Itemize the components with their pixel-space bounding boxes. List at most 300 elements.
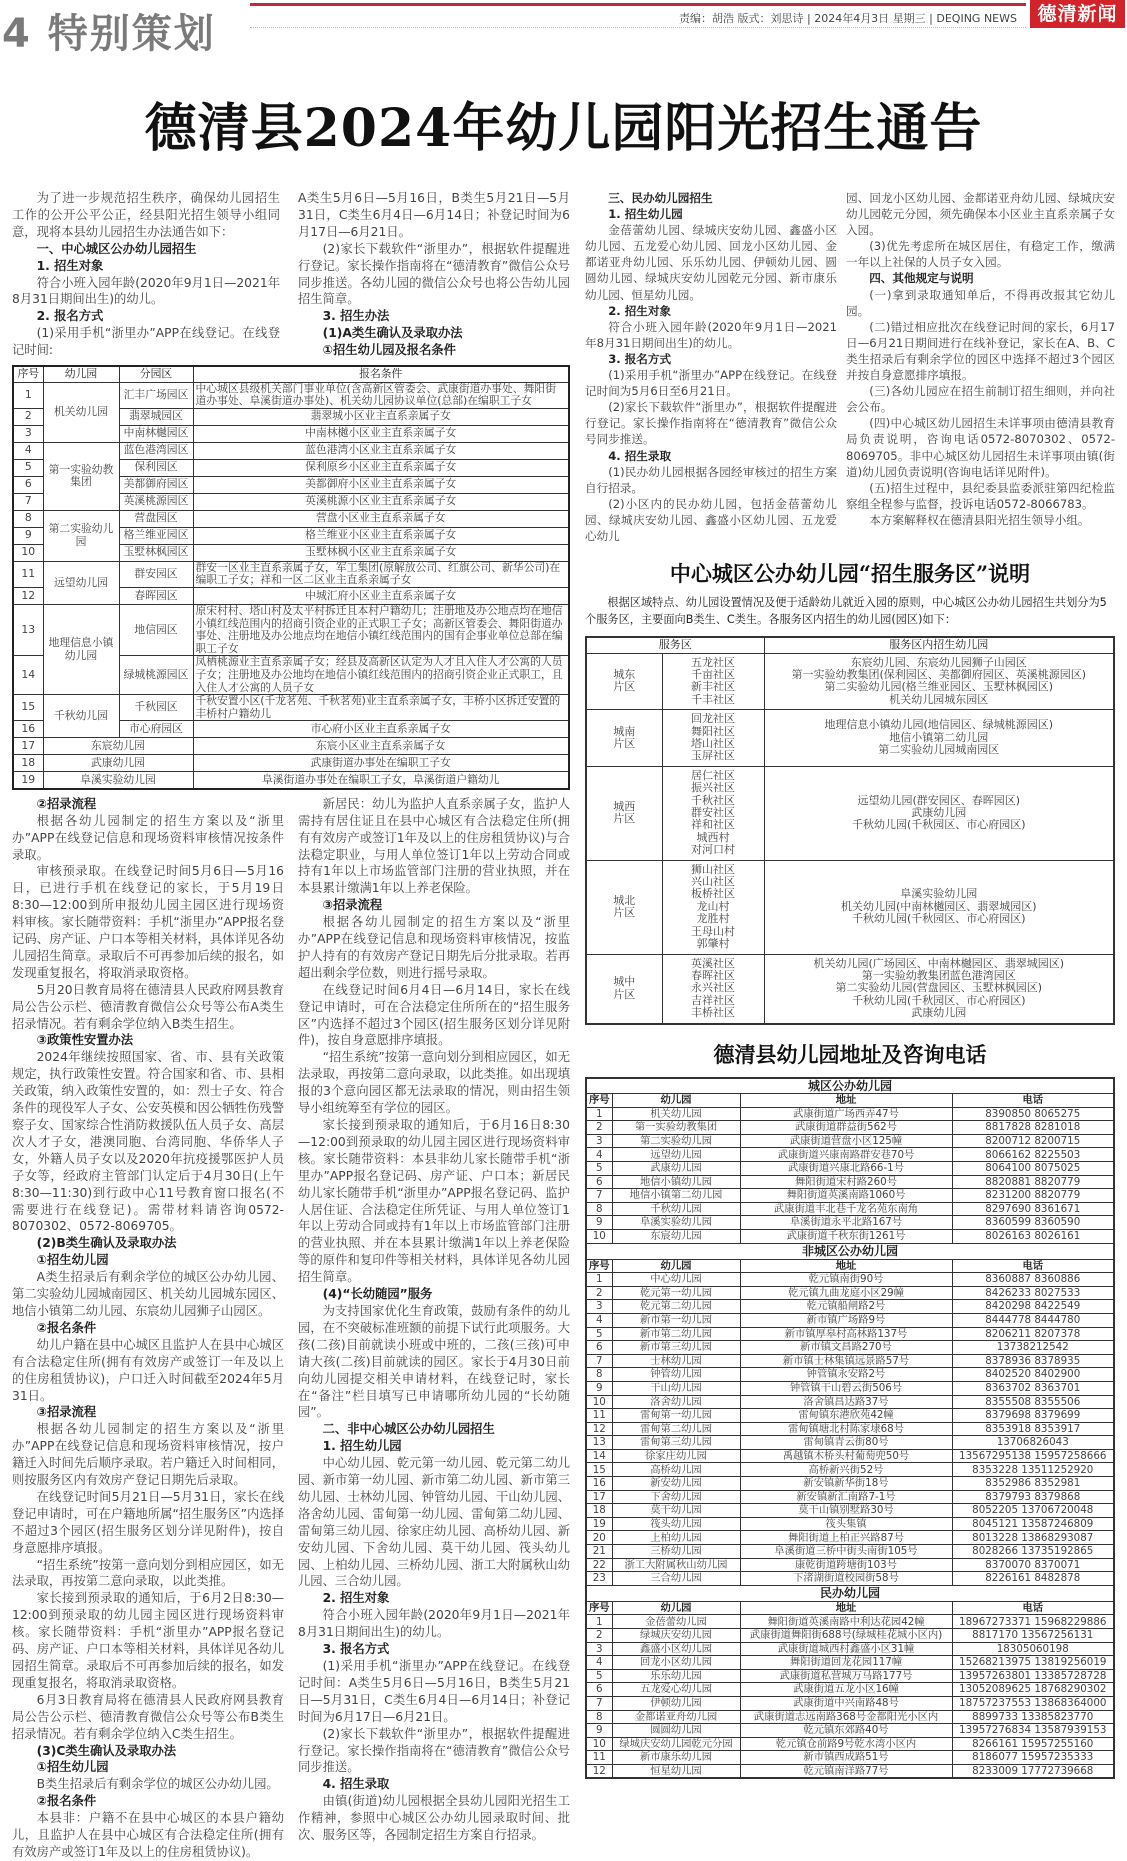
kindergarten-name: 高桥幼儿园 [612,1463,740,1477]
community: 丰桥社区 [691,1006,735,1020]
paragraph: “招生系统”按第一意向划分到相应园区，如无法录取，再按第二意向录取，以此类推。 [12,1557,284,1589]
contact-row [586,1175,1114,1189]
address: 阜溪街道三桥中街头南街105号 [740,1545,952,1559]
row-number: 6 [586,1341,612,1355]
enrollment-condition: 武康街道办事处在编职工子女 [193,755,569,772]
branch-name: 美都御府园区 [119,476,193,493]
phone: 8360599 8360590 [952,1216,1114,1230]
enrollment-condition: 千秋安置小区(千龙茗苑、千秋茗苑)业主直系亲属子女，丰桥小区拆迁安置的丰桥村户籍幼儿 [193,695,569,721]
phone: 18967273371 15968229886 [952,1615,1114,1629]
row-number: 10 [586,1395,612,1409]
subheading: ③政策性安置办法 [36,1033,134,1048]
enrollment-condition: 东宸小区业主直系亲属子女 [193,738,569,755]
contact-row [586,1656,1114,1670]
kindergarten-name: 浙工大附属秋山幼儿园 [612,1558,740,1572]
row-number: 7 [586,1696,612,1710]
community: 祥和社区 [691,818,735,832]
right-column-1 [585,190,837,544]
address: 舞阳街道上柏正兴路87号 [740,1531,952,1545]
kindergarten-name: 武康幼儿园 [43,755,193,772]
column-header: 电话 [952,1094,1114,1108]
row-number: 8 [586,1710,612,1724]
subheading: 2. 报名方式 [36,309,104,324]
address: 筏头集镇 [740,1517,952,1531]
contact-row [586,1381,1114,1395]
branch-name: 翡翠城园区 [119,408,193,425]
phone: 8402520 8402900 [952,1368,1114,1382]
table-row [13,755,569,772]
contact-row [586,1216,1114,1230]
community: 龙胜村 [696,912,730,926]
community: 居仁社区 [691,768,735,782]
row-number: 12 [586,1764,612,1778]
right-content-area [585,190,1115,1779]
paragraph: 符合小班入园年龄(2020年9月1日—2021年8月31日期间出生)的幼儿。 [585,319,837,350]
top-rule-divider [250,3,1026,6]
address: 武康街道舞阳街688号(绿城桂花城小区内) [740,1629,952,1643]
column-header: 地址 [740,1094,952,1108]
row-number: 18 [586,1504,612,1518]
row-number: 2 [586,1629,612,1643]
enrollment-condition: 原宋村村、塔山村及太平村拆迁且本村户籍幼儿；注册地及办公地点均在地信小镇红线范围内的招商引资企业的正式职工子女；高新区管委会、舞阳街道办事处、注册地及办公地点均在地信小镇红线范围内的国有企事业单位总部在编职工子女 [193,604,569,655]
branch-name: 市心府园区 [119,721,193,738]
community: 塔山社区 [691,737,735,750]
address: 武康街道城西村鑫盛小区31幢 [740,1642,952,1656]
paragraph: “招生系统”按第一意向划分到相应园区，如无法录取，再按第二意向录取，以此类推。如出现填报的3个意向园区都无法录取的情况，则由招生领导小组统筹至有学位的园区。 [298,1050,570,1116]
phone: 8186077 15957235333 [952,1751,1114,1765]
enrollment-condition: 格兰维亚小区业主直系亲属子女 [193,527,569,544]
contact-row [586,1477,1114,1491]
contact-row [586,1327,1114,1341]
row-number: 2 [586,1121,612,1135]
contact-row [586,1710,1114,1724]
kindergarten-name: 金蓓蕾幼儿园 [612,1615,740,1629]
paragraph: 根据各幼儿园制定的招生方案以及“浙里办”APP在线登记信息和现场资料审核情况，按户籍迁入时间先后顺序录取。若户籍迁入时间相同，则按服务区内有效房产登记日期先后录取。 [12,1422,284,1488]
kindergarten-name: 乾元第二幼儿园 [612,1300,740,1314]
kindergarten: 千秋幼儿园(千秋园区、市心府园区) [851,818,1026,832]
kindergarten-name: 钟管幼儿园 [612,1368,740,1382]
address: 阜溪街道永平北路167号 [740,1216,952,1230]
row-number: 20 [586,1531,612,1545]
zone-kindergartens [764,653,1114,710]
row-number: 14 [13,656,43,695]
phone: 18757237553 13868364000 [952,1696,1114,1710]
subheading: (2)B类生确认及录取办法 [36,1236,177,1251]
subheading: (4)“长幼随园”服务 [322,1287,433,1302]
kindergarten: 机关幼儿园城东园区 [889,692,989,706]
address: 乾元镇南洋路77号 [740,1764,952,1778]
contact-row [586,1490,1114,1504]
kindergarten-name: 圆圆幼儿园 [612,1724,740,1738]
paragraph: (四)中心城区幼儿园招生未详事项由德清县教育局负责说明，咨询电话0572-8070302、0572-8069705。非中心城区幼儿园招生未详事项由镇(街道)幼儿园负责说明(咨询电话详见附件)。 [846,416,1115,479]
row-number: 9 [586,1216,612,1230]
phone: 8045121 13587246809 [952,1517,1114,1531]
zone-communities [662,954,764,1024]
community: 回龙社区 [691,712,735,726]
paragraph: 本县非：户籍不在县中心城区的本县户籍幼儿，且监护人在县中心城区有合法稳定住所(拥有有效房产或签订1年及以上的住房租赁协议)。 [12,1811,284,1859]
header-kindergartens: 服务区内招生幼儿园 [764,637,1114,653]
phone: 8817170 13567256131 [952,1629,1114,1643]
row-number: 5 [586,1327,612,1341]
address: 乾元镇东郊路40号 [740,1724,952,1738]
service-area-intro: 根据区域特点、幼儿园设置情况及便于适龄幼儿就近入园的原则，中心城区公办幼儿园招生共划分为5个服务区，主要面向B类生、C类生。各服务区内招生的幼儿园(园区)如下： [585,596,1107,627]
kindergarten-name: 雷甸第一幼儿园 [612,1409,740,1423]
branch-name: 群安园区 [119,561,193,587]
left-content-area [12,190,570,1861]
phone: 8297690 8361671 [952,1202,1114,1216]
table-row [13,604,569,655]
row-number: 9 [586,1724,612,1738]
row-number: 1 [13,382,43,408]
enrollment-condition: 中心城区县级机关部门事业单位(含高新区管委会、武康街道办事处、舞阳街道办事处、阜溪街道办事处)、机关幼儿园协议单位(总部)在编职工子女 [193,382,569,408]
address: 乾元镇南街90号 [740,1273,952,1287]
phone: 8379698 8379699 [952,1409,1114,1423]
paragraph: (1)民办幼儿园根据各园经审核过的招生方案自行招录。 [585,464,837,495]
contact-row [586,1313,1114,1327]
contact-row [586,1162,1114,1176]
row-number: 11 [586,1751,612,1765]
subheading: ①招生幼儿园 [36,1760,109,1775]
community: 英溪社区 [691,956,735,970]
phone: 8013228 13868293087 [952,1531,1114,1545]
enrollment-condition: 蓝色港湾小区业主直系亲属子女 [193,442,569,459]
enrollment-condition: 美都御府小区业主直系亲属子女 [193,476,569,493]
table-header: 报名条件 [193,366,569,382]
table-row [13,382,569,408]
subheading: ①招生幼儿园及报名条件 [322,343,456,358]
zone-name: 城西片区 [586,766,662,860]
kindergarten-name: 武康幼儿园 [612,1162,740,1176]
address: 武康街道丰北巷千龙名苑东南角 [740,1202,952,1216]
section-row [586,1243,1114,1259]
contact-row [586,1615,1114,1629]
right-text-row [585,190,1115,544]
address: 新市镇厚皋村高林路137号 [740,1327,952,1341]
row-number: 14 [586,1449,612,1463]
paragraph: (2)小区内的民办幼儿园，包括金蓓蕾幼儿园、绿城庆安幼儿园、鑫盛小区幼儿园、五龙爱心幼儿 [585,496,837,543]
paragraph: (二)错过相应批次在线登记时间的家长，6月17日—6月21日期间进行在线补登记，家长在A、B、C类生招录后有剩余学位的园区中选择不超过3个园区并按自身意愿排序填报。 [846,319,1115,383]
paragraph: 审核预录取。在线登记时间5月6日—5月16日，已进行手机在线登记的家长，于5月19日8:30—12:00到所申报幼儿园主园区进行现场资料审核。家长随带资料：手机“浙里办”APP报名登记码、房产证、户口本等相关材料，具体详见各幼儿园招生简章。录取后不可再参加后续的报名，如发现重复报名，将取消录取资格。 [12,864,284,980]
subheading: ③招录流程 [36,1405,97,1420]
subheading: ①招生幼儿园 [36,1253,109,1268]
kindergarten: 地信小镇第二幼儿园 [889,730,989,744]
address: 新安镇新汇南路7-1号 [740,1490,952,1504]
branch-name: 汇丰广场园区 [119,382,193,408]
subheading: 4. 招生录取 [608,448,672,463]
contact-row [586,1436,1114,1450]
paragraph: B类生招录后有剩余学位的城区公办幼儿园。 [36,1777,279,1792]
phone: 8266161 15957255160 [952,1737,1114,1751]
contact-row [586,1751,1114,1765]
kindergarten: 地理信息小镇幼儿园(地信园区、绿城桃源园区) [824,718,1054,732]
kindergarten-name: 雷甸第三幼儿园 [612,1436,740,1450]
column-header: 地址 [740,1259,952,1273]
community: 永兴社区 [691,981,735,995]
branch-name: 地信园区 [119,604,193,655]
subheading: 一、中心城区公办幼儿园招生 [36,241,197,256]
address: 钟管镇干山碧云街506号 [740,1381,952,1395]
row-number: 2 [13,408,43,425]
kindergarten-name: 地信小镇第二幼儿园 [612,1189,740,1203]
enrollment-condition: 营盘小区业主直系亲属子女 [193,510,569,527]
enrollment-condition: 保利原乡小区业主直系亲属子女 [193,459,569,476]
address: 武康街道群益街562号 [740,1121,952,1135]
subheading: ②招录流程 [36,796,97,811]
contact-row [586,1189,1114,1203]
kindergarten-name: 地信小镇幼儿园 [612,1175,740,1189]
kindergarten-name: 鑫盛小区幼儿园 [612,1642,740,1656]
intro-column-2 [298,190,570,359]
address: 新市镇广场路9号 [740,1313,952,1327]
paragraph: (1)采用手机“浙里办”APP在线登记。在线登记时间为5月6日至6月21日。 [585,368,837,399]
community: 兴山社区 [691,875,735,889]
community: 玉屏社区 [691,749,735,763]
section-row [586,1078,1114,1094]
row-number: 7 [586,1189,612,1203]
row-number: 8 [586,1368,612,1382]
phone: 8233009 17772739668 [952,1764,1114,1778]
address: 乾元镇船闸路2号 [740,1300,952,1314]
address: 武康街道私营城万马路177号 [740,1669,952,1683]
subheading: ③招录流程 [322,898,383,913]
service-area-table [585,636,1115,1024]
row-number: 11 [13,561,43,587]
address: 雷甸镇塘北村陈家埭68号 [740,1422,952,1436]
kindergarten-name: 士林幼儿园 [612,1354,740,1368]
community: 千亩社区 [691,667,735,681]
subheading: 二、非中心城区公办幼儿园招生 [322,1422,495,1437]
kindergarten-name: 远望幼儿园 [612,1148,740,1162]
paragraph: 新居民：幼儿为监护人直系亲属子女，监护人需持有居住证且在县中心城区有合法稳定住所(拥有有效房产或签订1年及以上的住房租赁协议)与合法稳定职业，与用人单位签订1年以上劳动合同或持有1年以上市场监管部门注册的营业执照，并在本县累计缴满1年以上养老保险。 [298,796,570,896]
address: 武康街道营盘小区125幢 [740,1134,952,1148]
phone: 15268213975 13819256019 [952,1656,1114,1670]
kindergarten-name: 机关幼儿园 [43,382,119,442]
row-number: 5 [586,1162,612,1176]
paragraph: (五)招生过程中，县纪委县监委派驻第四纪检监察组全程参与监督，投诉电话0572-8066783。 [846,480,1115,511]
paragraph: (1)采用手机“浙里办”APP在线登记。在线登记时间: [12,326,280,358]
service-zone-row [586,954,1114,1024]
row-number: 1 [586,1615,612,1629]
category-a-table [12,365,570,790]
phone: 8899733 13385823770 [952,1710,1114,1724]
contact-row [586,1121,1114,1135]
subheading: 1. 招生幼儿园 [608,207,683,222]
kindergarten: 第二实验幼儿园(营盘园区、玉墅林枫园区) [835,981,1043,995]
subheading: 3. 报名方式 [322,1642,390,1657]
table-row [13,695,569,721]
kindergarten-name: 乐乐幼儿园 [612,1669,740,1683]
contact-row [586,1696,1114,1710]
row-number: 8 [586,1202,612,1216]
address: 武康街道五龙小区16幢 [740,1683,952,1697]
community: 狮山社区 [691,862,735,876]
row-number: 10 [13,544,43,561]
address: 新市镇士林集镇远景路57号 [740,1354,952,1368]
community: 五龙社区 [691,655,735,669]
contact-row [586,1545,1114,1559]
phone: 8360887 8360886 [952,1273,1114,1287]
table-row [13,442,569,459]
address: 武康街道广场西弄47号 [740,1107,952,1121]
address: 下渚湖街道校园街58号 [740,1572,952,1586]
row-number: 23 [586,1572,612,1586]
kindergarten-name: 新市第一幼儿园 [612,1313,740,1327]
community: 千丰社区 [691,692,735,706]
kindergarten-name: 乾元第一幼儿园 [612,1286,740,1300]
row-number: 3 [586,1300,612,1314]
subheading: 1. 招生对象 [36,258,104,273]
row-number: 1 [586,1273,612,1287]
contact-row [586,1764,1114,1778]
branch-name: 春晖园区 [119,587,193,604]
community: 王母山村 [691,924,735,938]
kindergarten-name: 雷甸第二幼儿园 [612,1422,740,1436]
phone: 13567295138 15957258666 [952,1449,1114,1463]
kindergarten-name: 三合幼儿园 [612,1572,740,1586]
paragraph: 2024年继续按照国家、省、市、县有关政策规定，执行政策性安置。符合国家和省、市、县相关政策，纳入政策性安置的，如：烈士子女、符合条件的现役军人子女、公安英模和因公牺牲伤残警察子女、国家综合性消防救援队伍人员子女、高层次人才子女，港澳同胞、台湾同胞、华侨华人子女，外籍人员子女以及2020年抗疫援鄂医护人员子女等，经政府主管部门认定后于4月30日(上午8:30—11:30)到行政中心11号教育窗口报名(不需要进行在线登记)。需带材料请咨询0572-8070302、0572-8069705。 [12,1050,284,1234]
kindergarten-name: 上柏幼儿园 [612,1531,740,1545]
row-number: 19 [586,1517,612,1531]
kindergarten-name: 筏头幼儿园 [612,1517,740,1531]
phone: 13738212542 [952,1341,1114,1355]
subheading: 1. 招生幼儿园 [322,1439,402,1454]
kindergarten-name: 三桥幼儿园 [612,1545,740,1559]
kindergarten-name: 阜溪实验幼儿园 [612,1216,740,1230]
enrollment-condition: 市心府小区业主直系亲属子女 [193,721,569,738]
branch-name: 格兰维亚园区 [119,527,193,544]
kindergarten-name: 机关幼儿园 [612,1107,740,1121]
row-number: 13 [13,604,43,655]
kindergarten-name: 绿城庆安幼儿园 [612,1629,740,1643]
kindergarten: 第一实验幼教集团蓝色港湾园区 [861,968,1016,982]
kindergarten-name: 恒星幼儿园 [612,1764,740,1778]
row-number: 13 [586,1436,612,1450]
phone: 18305060198 [952,1642,1114,1656]
header-row [586,1601,1114,1615]
community: 春晖社区 [691,968,735,982]
contact-row [586,1449,1114,1463]
branch-name: 英溪桃源园区 [119,493,193,510]
community: 对河口村 [691,843,735,857]
phone: 8420298 8422549 [952,1300,1114,1314]
header-service-area: 服务区 [586,637,764,653]
row-number: 22 [586,1558,612,1572]
enrollment-condition: 凤栖桃源业主直系亲属子女；经县及高新区认定为人才且入住人才公寓的人员子女；注册地及办公地均在地信小镇红线范围内的招商引资企业正式职工，且入住人才公寓的人员子女 [193,656,569,695]
contacts-table [585,1077,1115,1780]
row-number: 2 [586,1286,612,1300]
row-number: 21 [586,1545,612,1559]
zone-communities [662,710,764,767]
contact-row [586,1395,1114,1409]
phone: 8206211 8207378 [952,1327,1114,1341]
phone: 13052089625 18768290302 [952,1683,1114,1697]
row-number: 19 [13,772,43,789]
address: 莫干山镇别墅路30号 [740,1504,952,1518]
row-number: 7 [13,493,43,510]
kindergarten: 武康幼儿园 [911,806,967,820]
contact-row [586,1517,1114,1531]
branch-name: 营盘园区 [119,510,193,527]
column-header: 幼儿园 [612,1094,740,1108]
contact-row [586,1504,1114,1518]
kindergarten-name: 新安幼儿园 [612,1477,740,1491]
contact-row [586,1107,1114,1121]
contact-row [586,1558,1114,1572]
paragraph: 根据各幼儿园制定的招生方案以及“浙里办”APP在线登记信息和现场资料审核情况，按监护人持有的有效房产登记日期先后分批录取。若再超出剩余学位数，则进行摇号录取。 [298,915,570,980]
subheading: 3. 招生办法 [322,309,390,324]
paragraph: (三)各幼儿园应在招生前制订招生细则，并向社会公布。 [846,384,1115,415]
subheading: ②报名条件 [36,1794,97,1809]
address: 武康街道兴康南路群安巷70号 [740,1148,952,1162]
kindergarten: 千秋幼儿园(千秋园区、市心府园区) [851,993,1026,1007]
kindergarten-name: 第一实验幼教集团 [43,442,119,510]
paragraph: (2)家长下载软件“浙里办”，根据软件提醒进行登记。家长操作指南将在“德清教育”微信公众号同步推送。 [298,1726,570,1775]
paragraph: (1)采用手机“浙里办”APP在线登记。在线登记时间：A类生5月6日—5月16日，B类生5月21日—5月31日，C类生6月4日—6月14日；补登记时间为6月17日—6月21日。 [298,1659,570,1724]
community: 郭肇村 [696,937,730,951]
zone-kindergartens [764,766,1114,860]
branch-name: 中南林樾园区 [119,425,193,442]
row-number: 3 [586,1642,612,1656]
zone-communities [662,766,764,860]
subheading: 三、民办幼儿园招生 [608,191,713,205]
kindergarten-name: 东宸幼儿园 [612,1229,740,1243]
kindergarten: 机关幼儿园(广场园区、中南林樾园区、翡翠城园区) [813,956,1065,970]
phone: 13957263801 13385728728 [952,1669,1114,1683]
section-label: 4 特别策划 [2,11,216,57]
header-row [586,1259,1114,1273]
body-column-2 [298,796,570,1844]
kindergarten-name: 金都诺亚舟幼儿园 [612,1710,740,1724]
address: 康乾街道跨塘街103号 [740,1558,952,1572]
phone: 8064100 8075025 [952,1162,1114,1176]
paragraph: A类生招录后有剩余学位的城区公办幼儿园、第二实验幼儿园城南园区、机关幼儿园城东园区、地信小镇第二幼儿园、东宸幼儿园狮子山园区。 [12,1270,284,1318]
community: 千秋社区 [691,793,735,807]
row-number: 15 [13,695,43,721]
enrollment-condition: 中南林樾小区业主直系亲属子女 [193,425,569,442]
paragraph: (3)优先考虑所在城区居住，有稳定工作，缴满一年以上社保的人员子女入园。 [846,239,1115,270]
row-number: 17 [586,1490,612,1504]
phone: 8028266 13735192865 [952,1545,1114,1559]
row-number: 11 [586,1409,612,1423]
service-zone-row [586,653,1114,710]
branch-name: 保利园区 [119,459,193,476]
phone: 8353918 8353917 [952,1422,1114,1436]
address: 新市镇西成路51号 [740,1751,952,1765]
contact-row [586,1531,1114,1545]
community: 板桥社区 [691,887,735,901]
kindergarten-name: 绿城庆安幼儿园乾元分园 [612,1737,740,1751]
paragraph: 符合小班入园年龄(2020年9月1日—2021年8月31日期间出生)的幼儿。 [12,275,280,307]
row-number: 3 [13,425,43,442]
address: 乾元镇九曲龙庭小区29幢 [740,1286,952,1300]
phone: 8363702 8363701 [952,1381,1114,1395]
address: 舞阳街道宋村路260号 [740,1175,952,1189]
row-number: 10 [586,1737,612,1751]
paragraph: 5月20日教育局将在德清县人民政府网县教育局公告公示栏、德清教育微信公众号等公布A类生招录情况。若有剩余学位纳入B类生招生。 [12,982,284,1031]
table-row [13,510,569,527]
address: 武康街道千秋东街1261号 [740,1229,952,1243]
contact-row [586,1572,1114,1586]
row-number: 16 [13,721,43,738]
row-number: 7 [586,1354,612,1368]
address: 舞阳街道英溪南路中利达花园42幢 [740,1615,952,1629]
phone: 8378936 8378935 [952,1354,1114,1368]
paragraph: (2)家长下载软件“浙里办”，根据软件提醒进行登记。家长操作指南将在“德清教育”微信公众号同步推送。各幼儿园的微信公众号也将公告幼儿园招生简章。 [298,241,570,307]
branch-name: 蓝色港湾园区 [119,442,193,459]
kindergarten-name: 新市第三幼儿园 [612,1341,740,1355]
header-row [586,1094,1114,1108]
community: 舞阳社区 [691,724,735,738]
